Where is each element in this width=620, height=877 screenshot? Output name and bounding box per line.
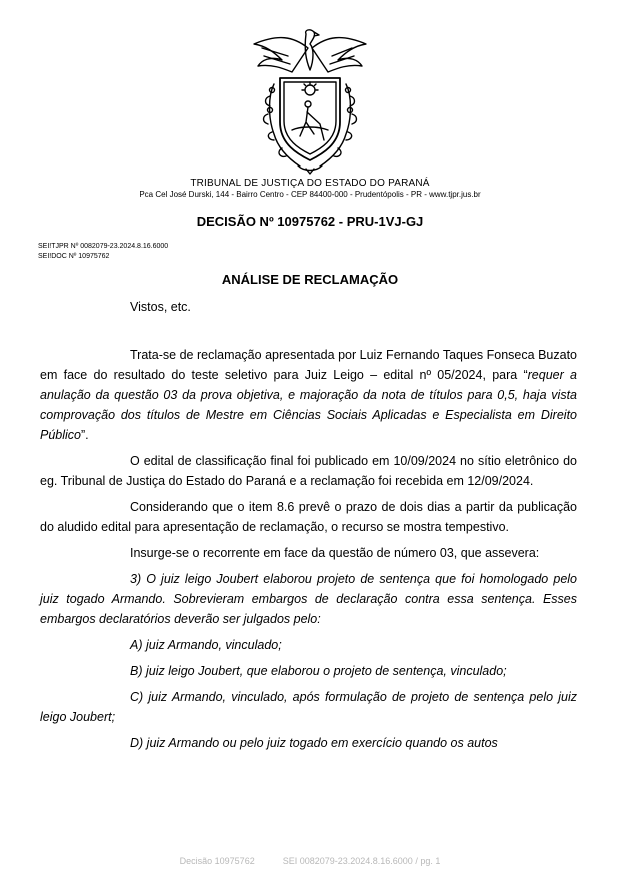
complaint-end: ”.: [81, 428, 89, 442]
question-option-c: C) juiz Armando, vinculado, após formulação de projeto de sentença pelo juiz leigo Joubert;: [40, 690, 577, 724]
paragraph-complaint: [40, 345, 577, 445]
decision-title: DECISÃO Nº 10975762 - PRU-1VJ-GJ: [196, 214, 424, 229]
court-address: Pca Cel José Durski, 144 - Bairro Centro - CEP 84400-000 - Prudentópolis - PR - www.tjpr.jus.br: [139, 190, 481, 199]
footer-sei-page: SEI 0082079-23.2024.8.16.6000 / pg. 1: [282, 856, 441, 866]
page-footer: [0, 856, 620, 866]
question-option-a: A) juiz Armando, vinculado;: [130, 638, 282, 652]
footer-doc: Decisão 10975762: [179, 856, 255, 866]
paragraph-publication: O edital de classificação final foi publicado em 10/09/2024 no sítio eletrônico do eg. Tribunal de Justiça do Estado do Paraná e a reclamação foi recebida em 12/09/2024.: [40, 454, 577, 488]
question-option-b: B) juiz leigo Joubert, que elaborou o projeto de sentença, vinculado;: [130, 664, 507, 678]
question-stem: 3) O juiz leigo Joubert elaborou projeto de sentença que foi homologado pelo juiz togado Armando. Sobrevieram embargos de declaração contra essa sentença. Esses embargos declaratórios deverão ser julgados pelo:: [40, 572, 577, 626]
parana-coat-of-arms-icon: [248, 26, 372, 176]
paragraph-question: Insurge-se o recorrente em face da questão de número 03, que assevera:: [130, 546, 540, 560]
complaint-quote: requer a anulação da questão 03 da prova objetiva, e majoração da nota de títulos para 0,5, haja vista comprovação dos títulos de Mestre em Ciências Sociais Aplicadas e Especialista em Direito Público: [40, 368, 577, 442]
complaint-text: Trata-se de reclamação apresentada por Luiz Fernando Taques Fonseca Buzato em face do resultado do teste seletivo para Juiz Leigo – edital nº 05/2024, para “: [40, 348, 577, 382]
court-name: TRIBUNAL DE JUSTIÇA DO ESTADO DO PARANÁ: [190, 178, 430, 189]
sei-doc-reference: SEI!DOC Nº 10975762: [38, 253, 110, 260]
sei-tjpr-reference: SEI!TJPR Nº 0082079-23.2024.8.16.6000: [38, 243, 169, 250]
reference-block: [38, 242, 168, 262]
paragraph-opening: Vistos, etc.: [130, 300, 191, 314]
question-option-d: D) juiz Armando ou pelo juiz togado em exercício quando os autos: [130, 736, 498, 750]
section-title: ANÁLISE DE RECLAMAÇÃO: [221, 272, 399, 287]
document-body: [40, 297, 577, 759]
paragraph-deadline: Considerando que o item 8.6 prevê o prazo de dois dias a partir da publicação do aludido edital para apresentação de reclamação, o recurso se mostra tempestivo.: [40, 500, 577, 534]
